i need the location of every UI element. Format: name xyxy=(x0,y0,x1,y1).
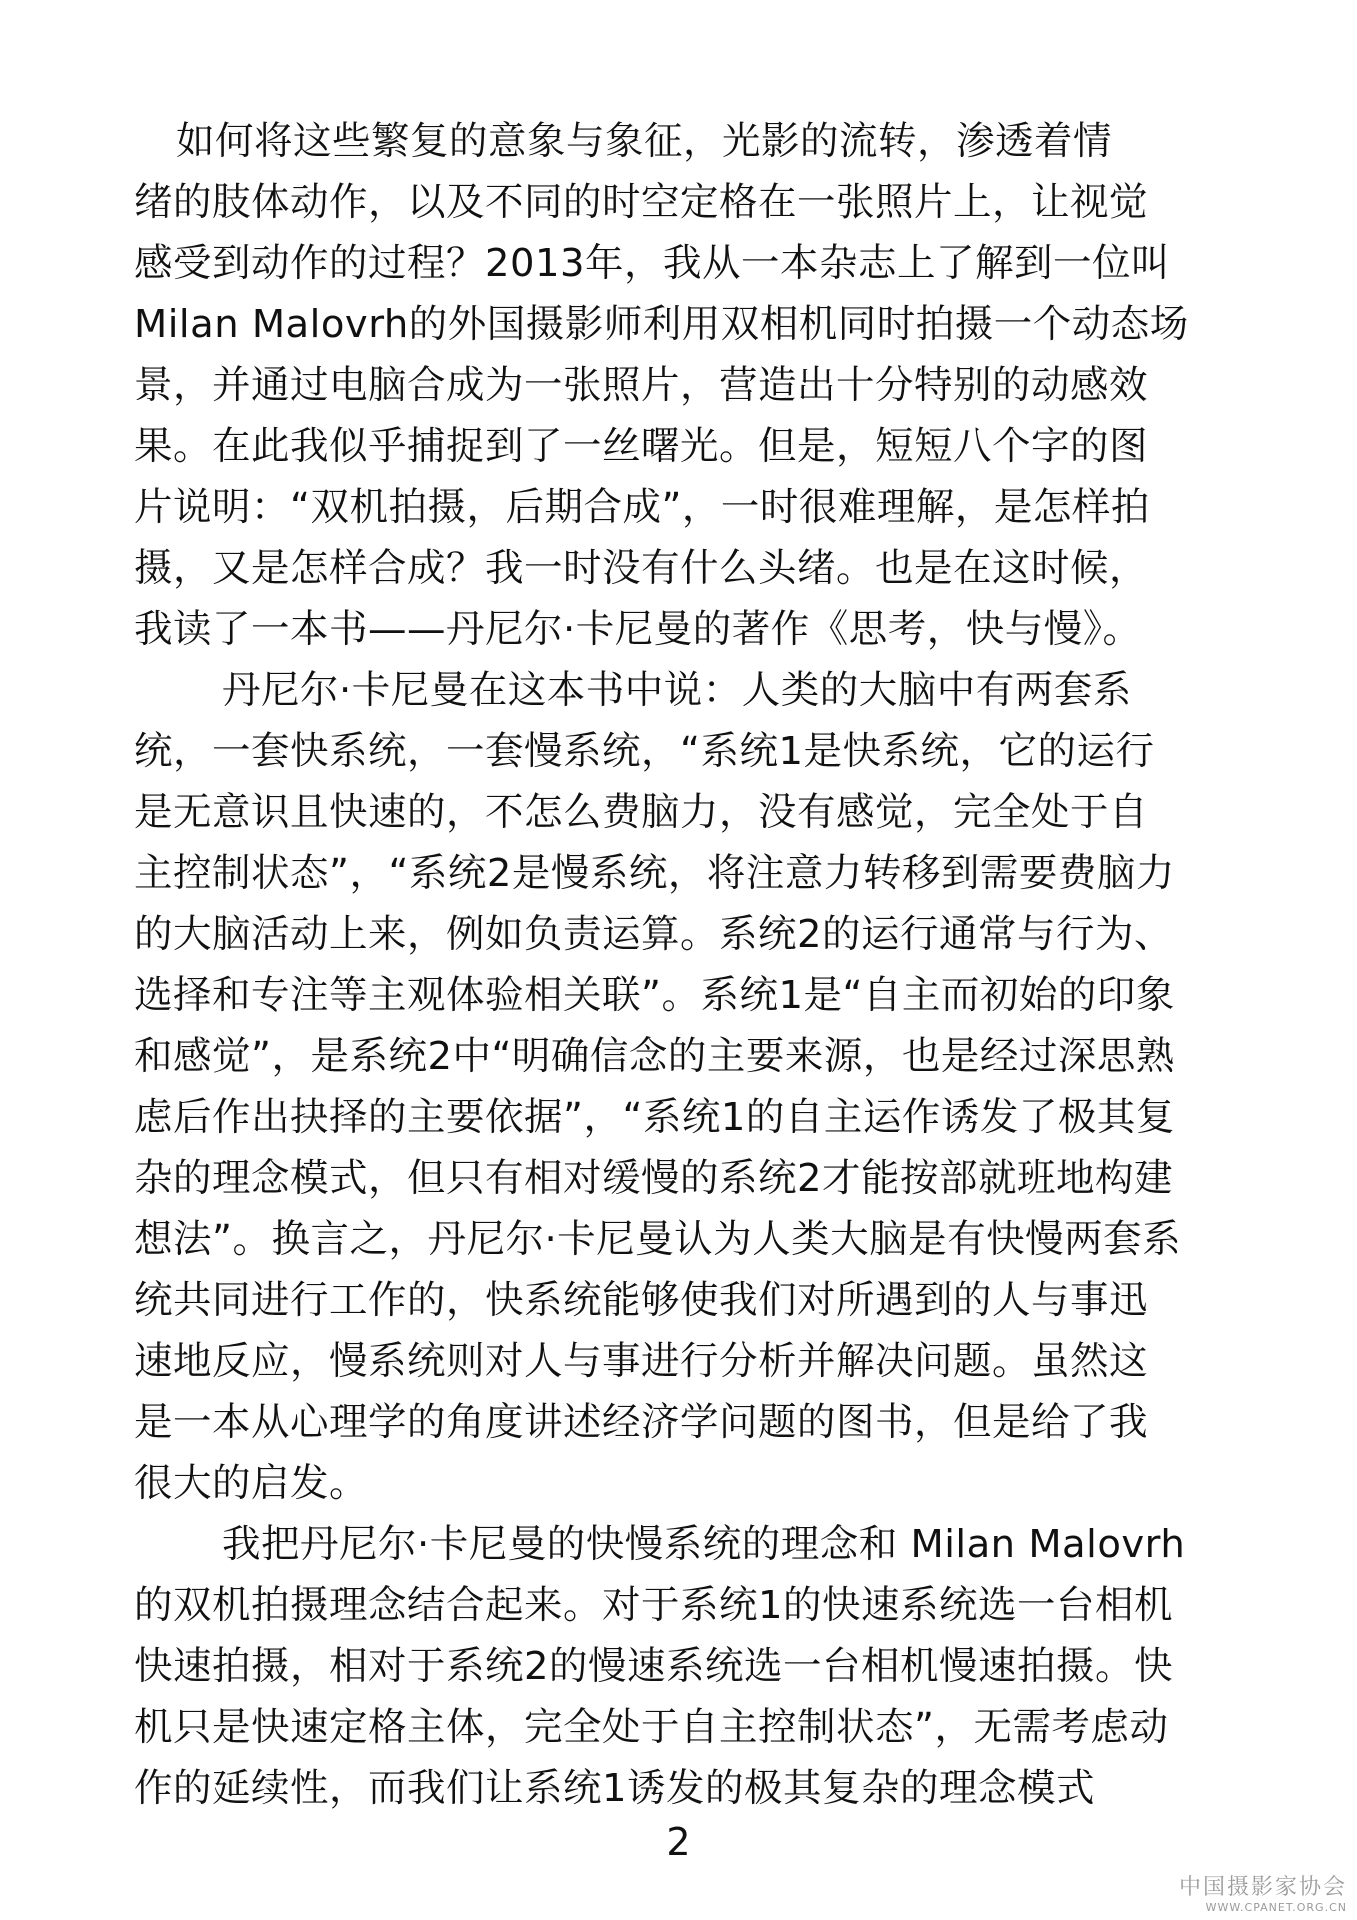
text-line: 快速拍摄，相对于系统2的慢速系统选一台相机慢速拍摄。快 xyxy=(134,1644,1173,1689)
text-line: 和感觉”，是系统2中“明确信念的主要来源，也是经过深思熟 xyxy=(134,1034,1175,1079)
text-line: 想法”。换言之，丹尼尔·卡尼曼认为人类大脑是有快慢两套系 xyxy=(134,1217,1182,1262)
text-line: 景，并通过电脑合成为一张照片，营造出十分特别的动感效 xyxy=(134,363,1149,408)
text-line: 速地反应，慢系统则对人与事进行分析并解决问题。虽然这 xyxy=(134,1339,1149,1384)
watermark xyxy=(1127,1875,1347,1914)
text-line: 的双机拍摄理念结合起来。对于系统1的快速系统选一台相机 xyxy=(134,1583,1173,1628)
text-line: 我把丹尼尔·卡尼曼的快慢系统的理念和 Milan Malovrh xyxy=(222,1522,1186,1567)
text-line: 虑后作出抉择的主要依据”，“系统1的自主运作诱发了极其复 xyxy=(134,1095,1175,1140)
text-line: 果。在此我似乎捕捉到了一丝曙光。但是，短短八个字的图 xyxy=(134,424,1149,469)
text-line: 我读了一本书——丹尼尔·卡尼曼的著作《思考，快与慢》。 xyxy=(134,607,1142,652)
page-number: 2 xyxy=(666,1820,691,1864)
text-line: 的大脑活动上来，例如负责运算。系统2的运行通常与行为、 xyxy=(134,912,1173,957)
text-line: 很大的启发。 xyxy=(134,1461,369,1506)
text-line: 机只是快速定格主体，完全处于自主控制状态”，无需考虑动 xyxy=(134,1705,1169,1750)
text-line: 片说明：“双机拍摄，后期合成”，一时很难理解，是怎样拍 xyxy=(134,485,1150,530)
text-line: Milan Malovrh的外国摄影师利用双相机同时拍摄一个动态场 xyxy=(134,302,1189,347)
text-line: 摄，又是怎样合成？我一时没有什么头绪。也是在这时候， xyxy=(134,546,1149,591)
text-line: 统，一套快系统，一套慢系统，“系统1是快系统，它的运行 xyxy=(134,729,1155,774)
text-line: 主控制状态”，“系统2是慢系统，将注意力转移到需要费脑力 xyxy=(134,851,1175,896)
text-line: 是一本从心理学的角度讲述经济学问题的图书，但是给了我 xyxy=(134,1400,1149,1445)
text-line: 选择和专注等主观体验相关联”。系统1是“自主而初始的印象 xyxy=(134,973,1175,1018)
text-line: 绪的肢体动作，以及不同的时空定格在一张照片上，让视觉 xyxy=(134,180,1149,225)
text-line: 感受到动作的过程？2013年，我从一本杂志上了解到一位叫 xyxy=(134,241,1170,286)
text-line: 统共同进行工作的，快系统能够使我们对所遇到的人与事迅 xyxy=(134,1278,1149,1323)
text-line: 丹尼尔·卡尼曼在这本书中说：人类的大脑中有两套系 xyxy=(222,668,1132,713)
text-line: 如何将这些繁复的意象与象征，光影的流转，渗透着情 xyxy=(176,119,1113,164)
watermark-url: WWW.CPANET.ORG.CN xyxy=(1205,1901,1347,1914)
text-line: 是无意识且快速的，不怎么费脑力，没有感觉，完全处于自 xyxy=(134,790,1149,835)
watermark-logo: 中国摄影家协会 xyxy=(1178,1875,1347,1900)
text-line: 杂的理念模式，但只有相对缓慢的系统2才能按部就班地构建 xyxy=(134,1156,1173,1201)
text-line: 作的延续性，而我们让系统1诱发的极其复杂的理念模式 xyxy=(134,1766,1095,1811)
